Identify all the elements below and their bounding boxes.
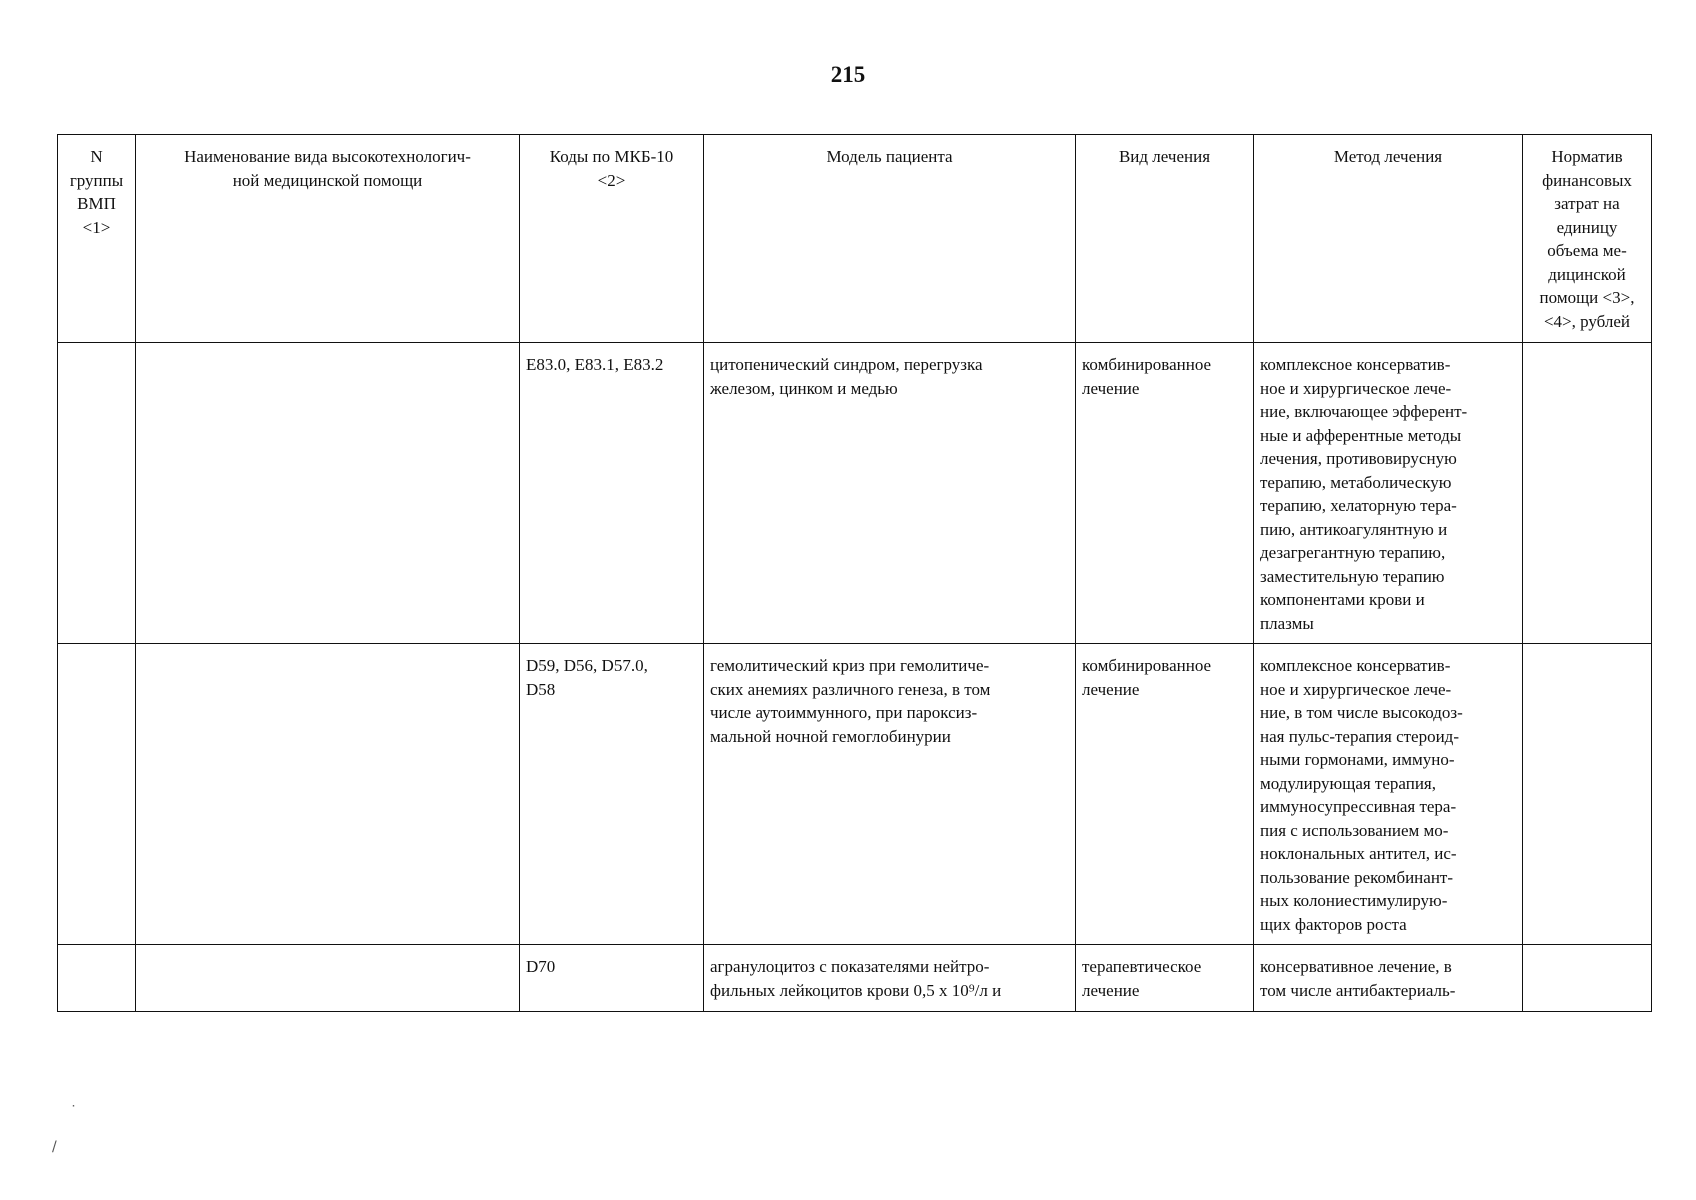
cell-codes: D59, D56, D57.0, D58 [520, 644, 704, 945]
cell-codes: E83.0, E83.1, E83.2 [520, 343, 704, 644]
scan-speck: / [52, 1139, 57, 1155]
cell-cost [1523, 343, 1652, 644]
cell-treatment-type: терапевтическое лечение [1076, 945, 1254, 1012]
cell-treatment-type: комбинированное лечение [1076, 343, 1254, 644]
header-care-name: Наименование вида высокотехнологич- ной медицинской помощи [136, 135, 520, 343]
cell-group [58, 343, 136, 644]
header-treatment-type: Вид лечения [1076, 135, 1254, 343]
header-treatment-method: Метод лечения [1254, 135, 1523, 343]
scan-speck: ˙ [70, 1104, 77, 1120]
vmp-table [57, 134, 1652, 1012]
cell-cost [1523, 644, 1652, 945]
cell-group [58, 644, 136, 945]
cell-group [58, 945, 136, 1012]
header-group-number: N группы ВМП <1> [58, 135, 136, 343]
page-number: 215 [830, 62, 866, 87]
cell-treatment-method: комплексное консерватив- ное и хирургическое лече- ние, включающее эфферент- ные и афферентные методы лечения, противовирусную терапию, метаболическую терапию, хелаторную тера- пию, антикоагулянтную и дезагрегантную терапию, заместительную терапию компонентами крови и плазмы [1254, 343, 1523, 644]
cell-cost [1523, 945, 1652, 1012]
cell-treatment-method: комплексное консерватив- ное и хирургическое лече- ние, в том числе высокодоз- ная пульс-терапия стероид- ными гормонами, иммуно- модулирующая терапия, иммуносупрессивная тера- пия с использованием мо- ноклональных антител, ис- пользование рекомбинант- ных колониестимулирую- щих факторов роста [1254, 644, 1523, 945]
cell-treatment-method: консервативное лечение, в том числе антибактериаль- [1254, 945, 1523, 1012]
cell-codes: D70 [520, 945, 704, 1012]
cell-name [136, 644, 520, 945]
cell-name [136, 343, 520, 644]
table-row [58, 343, 1652, 644]
table-row [58, 945, 1652, 1012]
table-header-row [58, 135, 1652, 343]
header-icd-codes: Коды по МКБ-10 <2> [520, 135, 704, 343]
cell-patient-model: агранулоцитоз с показателями нейтро- фильных лейкоцитов крови 0,5 x 10⁹/л и [704, 945, 1076, 1012]
cell-patient-model: гемолитический криз при гемолитиче- ских анемиях различного генеза, в том числе аутоиммунного, при пароксиз- мальной ночной гемоглобинурии [704, 644, 1076, 945]
table-row [58, 644, 1652, 945]
header-cost-standard: Норматив финансовых затрат на единицу объема ме- дицинской помощи <3>, <4>, рублей [1523, 135, 1652, 343]
cell-name [136, 945, 520, 1012]
header-patient-model: Модель пациента [704, 135, 1076, 343]
cell-patient-model: цитопенический синдром, перегрузка железом, цинком и медью [704, 343, 1076, 644]
cell-treatment-type: комбинированное лечение [1076, 644, 1254, 945]
